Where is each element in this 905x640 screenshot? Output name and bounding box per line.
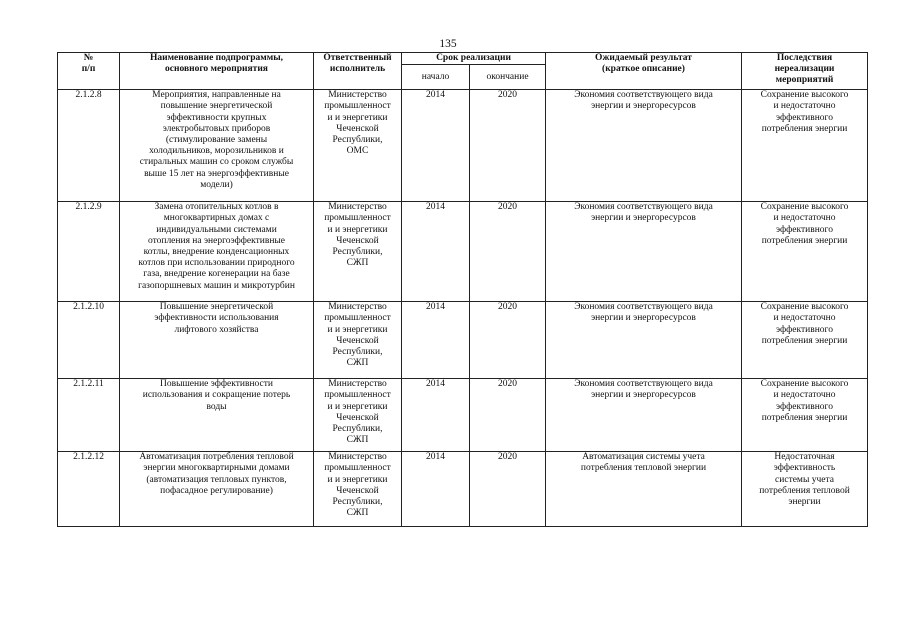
row-end: 2020 bbox=[470, 452, 546, 527]
row-result: Экономия соответствующего вида энергии и энергоресурсов bbox=[546, 90, 742, 202]
header-responsible: Ответственный исполнитель bbox=[314, 53, 402, 90]
row-consequences: Сохранение высокого и недостаточно эффективного потребления энергии bbox=[742, 302, 868, 379]
table-row bbox=[58, 90, 868, 202]
activities-table bbox=[57, 52, 868, 527]
header-num: № п/п bbox=[58, 53, 120, 90]
table-row bbox=[58, 202, 868, 302]
row-responsible: Министерство промышленност и и энергетики Чеченской Республики, СЖП bbox=[314, 379, 402, 452]
row-end: 2020 bbox=[470, 202, 546, 302]
row-result: Экономия соответствующего вида энергии и энергоресурсов bbox=[546, 379, 742, 452]
header-consequences: Последствия нереализации мероприятий bbox=[742, 53, 868, 90]
row-name: Замена отопительных котлов в многоквартирных домах с индивидуальными системами отопления на энергоэффективные котлы, внедрение конденсационных котлов при использовании природного газа, внедрение когенерации на базе газопоршневых машин и микротурбин bbox=[120, 202, 314, 302]
row-consequences: Сохранение высокого и недостаточно эффективного потребления энергии bbox=[742, 90, 868, 202]
row-number: 2.1.2.11 bbox=[58, 379, 120, 452]
table-row bbox=[58, 302, 868, 379]
row-number: 2.1.2.10 bbox=[58, 302, 120, 379]
row-responsible: Министерство промышленност и и энергетики Чеченской Республики, СЖП bbox=[314, 202, 402, 302]
row-start: 2014 bbox=[402, 379, 470, 452]
page-number: 135 bbox=[439, 38, 457, 50]
row-start: 2014 bbox=[402, 452, 470, 527]
row-consequences: Сохранение высокого и недостаточно эффективного потребления энергии bbox=[742, 202, 868, 302]
header-start: начало bbox=[402, 65, 470, 90]
header-result: Ожидаемый результат (краткое описание) bbox=[546, 53, 742, 90]
row-start: 2014 bbox=[402, 202, 470, 302]
table-row bbox=[58, 452, 868, 527]
header-end: окончание bbox=[470, 65, 546, 90]
row-result: Экономия соответствующего вида энергии и энергоресурсов bbox=[546, 202, 742, 302]
row-consequences: Недостаточная эффективность системы учета потребления тепловой энергии bbox=[742, 452, 868, 527]
row-result: Экономия соответствующего вида энергии и энергоресурсов bbox=[546, 302, 742, 379]
row-number: 2.1.2.8 bbox=[58, 90, 120, 202]
table-row bbox=[58, 379, 868, 452]
row-name: Повышение энергетической эффективности использования лифтового хозяйства bbox=[120, 302, 314, 379]
row-responsible: Министерство промышленност и и энергетики Чеченской Республики, СЖП bbox=[314, 302, 402, 379]
row-end: 2020 bbox=[470, 90, 546, 202]
row-consequences: Сохранение высокого и недостаточно эффективного потребления энергии bbox=[742, 379, 868, 452]
row-start: 2014 bbox=[402, 90, 470, 202]
row-end: 2020 bbox=[470, 379, 546, 452]
row-result: Автоматизация системы учета потребления тепловой энергии bbox=[546, 452, 742, 527]
row-number: 2.1.2.9 bbox=[58, 202, 120, 302]
row-responsible: Министерство промышленност и и энергетики Чеченской Республики, ОМС bbox=[314, 90, 402, 202]
row-responsible: Министерство промышленност и и энергетики Чеченской Республики, СЖП bbox=[314, 452, 402, 527]
row-name: Автоматизация потребления тепловой энергии многоквартирными домами (автоматизация тепловых пунктов, пофасадное регулирование) bbox=[120, 452, 314, 527]
row-end: 2020 bbox=[470, 302, 546, 379]
header-name: Наименование подпрограммы, основного мероприятия bbox=[120, 53, 314, 90]
row-name: Повышение эффективности использования и сокращение потерь воды bbox=[120, 379, 314, 452]
header-period: Срок реализации bbox=[402, 53, 546, 65]
row-number: 2.1.2.12 bbox=[58, 452, 120, 527]
row-name: Мероприятия, направленные на повышение энергетической эффективности крупных электробытовых приборов (стимулирование замены холодильников, морозильников и стиральных машин со сроком службы выше 15 лет на энергоэффективные модели) bbox=[120, 90, 314, 202]
row-start: 2014 bbox=[402, 302, 470, 379]
